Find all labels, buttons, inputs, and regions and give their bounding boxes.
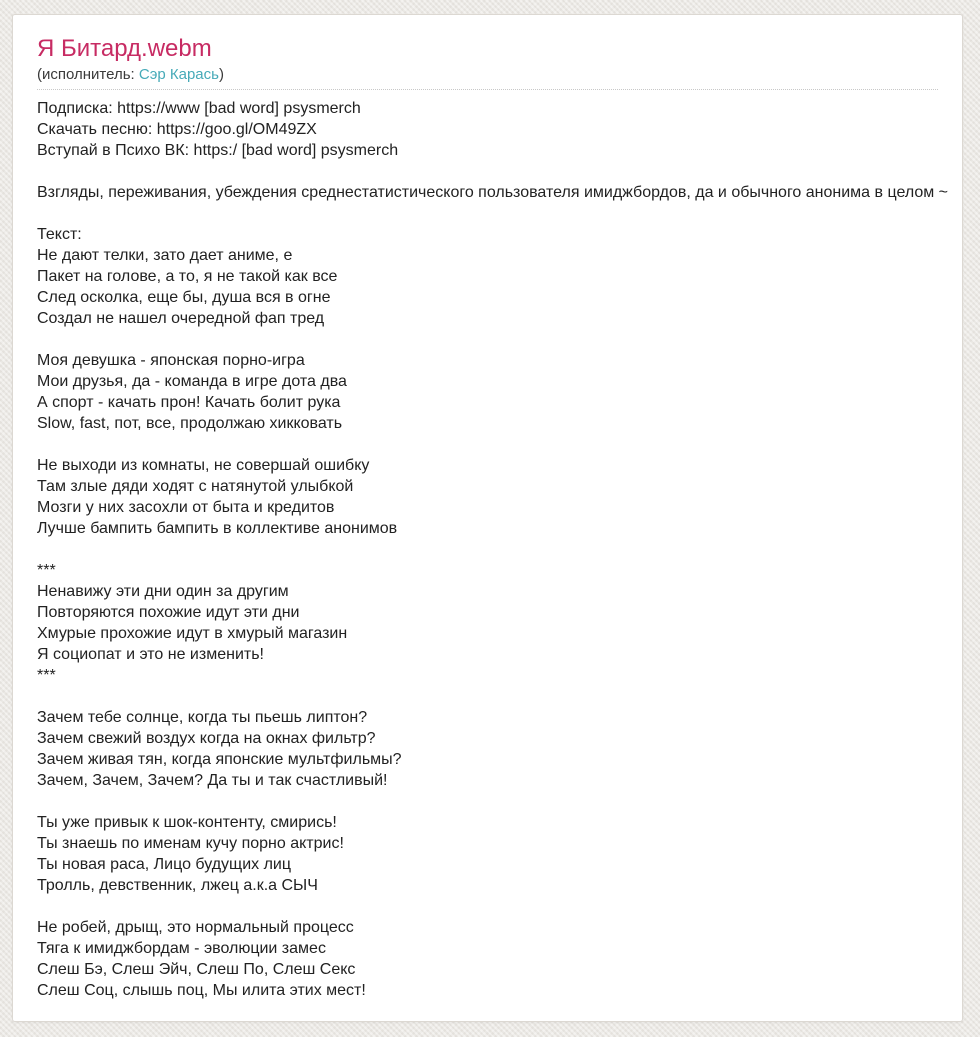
- lyric-line: Лучше бампить бампить в коллективе анонимов: [37, 519, 398, 537]
- artist-link[interactable]: Сэр Карась: [138, 65, 219, 83]
- lyric-line: Слеш Бэ, Слеш Эйч, Слеш По, Слеш Секс: [37, 960, 356, 978]
- lyric-line: Я социопат и это не изменить!: [37, 645, 264, 663]
- lyric-line: Слеш Соц, слышь поц, Мы илита этих мест!: [37, 981, 366, 999]
- lyric-line: [37, 539, 938, 560]
- lyric-line: Мозги у них засохли от быта и кредитов: [37, 498, 335, 516]
- lyric-line: Зачем живая тян, когда японские мультфильмы?: [37, 750, 402, 768]
- lyrics-card: [12, 14, 963, 1022]
- lyric-line: Тяга к имиджбордам - эволюции замес: [37, 939, 326, 957]
- lyric-line: [37, 896, 938, 917]
- lyric-line: Текст:: [37, 225, 82, 243]
- artist-line: [37, 66, 938, 90]
- lyric-line: Взгляды, переживания, убеждения среднестатистического пользователя имиджбордов, да и обычного анонима в целом ~: [37, 183, 949, 201]
- lyric-line: Вступай в Психо ВК: https:/ [bad word] psysmerch: [37, 141, 399, 159]
- lyric-line: Мои друзья, да - команда в игре дота два: [37, 372, 347, 390]
- lyric-line: [37, 329, 938, 350]
- lyric-line: [37, 203, 938, 224]
- lyric-line: [37, 686, 938, 707]
- lyric-line: Не дают телки, зато дает аниме, е: [37, 246, 293, 264]
- lyric-line: А спорт - качать прон! Качать болит рука: [37, 393, 341, 411]
- lyric-line: Ты знаешь по именам кучу порно актрис!: [37, 834, 344, 852]
- lyrics-text: [37, 98, 949, 1001]
- lyric-line: Зачем тебе солнце, когда ты пьешь липтон?: [37, 708, 368, 726]
- artist-label: (исполнитель:: [37, 65, 139, 83]
- lyric-line: Slow, fast, пот, все, продолжаю хикковать: [37, 414, 343, 432]
- lyric-line: Пакет на голове, а то, я не такой как все: [37, 267, 338, 285]
- lyric-line: Ты новая раса, Лицо будущих лиц: [37, 855, 292, 873]
- lyric-line: Ненавижу эти дни один за другим: [37, 582, 289, 600]
- lyric-line: Там злые дяди ходят с натянутой улыбкой: [37, 477, 354, 495]
- page-title: Я Битард.webm: [37, 35, 212, 62]
- lyric-line: [37, 791, 938, 812]
- lyric-line: [37, 161, 938, 182]
- lyric-line: Хмурые прохожие идут в хмурый магазин: [37, 624, 348, 642]
- lyric-line: ***: [37, 561, 56, 579]
- lyric-line: Моя девушка - японская порно-игра: [37, 351, 305, 369]
- lyric-line: [37, 434, 938, 455]
- lyric-line: Зачем, Зачем, Зачем? Да ты и так счастливый!: [37, 771, 388, 789]
- lyric-line: Не выходи из комнаты, не совершай ошибку: [37, 456, 370, 474]
- lyric-line: Повторяются похожие идут эти дни: [37, 603, 300, 621]
- lyric-line: Тролль, девственник, лжец а.к.а СЫЧ: [37, 876, 318, 894]
- artist-suffix: ): [218, 65, 224, 83]
- lyric-line: Скачать песню: https://goo.gl/OM49ZX: [37, 120, 317, 138]
- lyric-line: Не робей, дрыщ, это нормальный процесс: [37, 918, 354, 936]
- lyric-line: ***: [37, 666, 56, 684]
- lyric-line: Подписка: https://www [bad word] psysmerch: [37, 99, 361, 117]
- lyric-line: След осколка, еще бы, душа вся в огне: [37, 288, 331, 306]
- lyric-line: Зачем свежий воздух когда на окнах фильтр?: [37, 729, 376, 747]
- lyric-line: Ты уже привык к шок-контенту, смирись!: [37, 813, 337, 831]
- lyric-line: Создал не нашел очередной фап тред: [37, 309, 325, 327]
